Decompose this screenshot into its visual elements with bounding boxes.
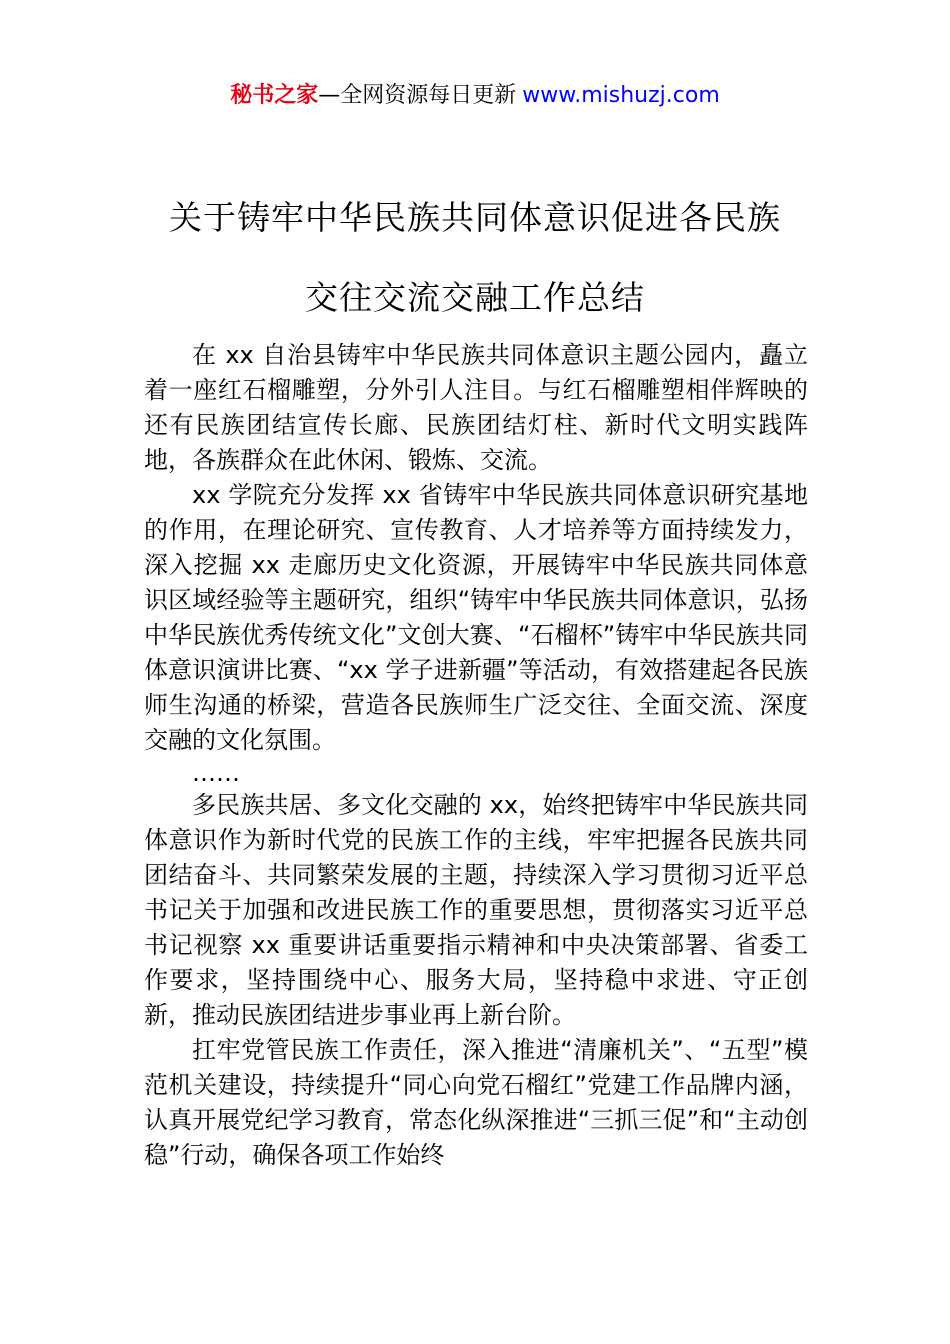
paragraph-1: 在 xx 自治县铸牢中华民族共同体意识主题公园内，矗立着一座红石榴雕塑，分外引人注目。与红石榴雕塑相伴辉映的还有民族团结宣传长廊、民族团结灯柱、新时代文明实践阵地，各族群众在此休闲、锻炼、交流。 [144,341,808,474]
document-title [120,178,830,338]
title-line-2: 交往交流交融工作总结 [305,278,645,317]
title-line-1: 关于铸牢中华民族共同体意识促进各民族 [169,198,781,237]
site-tagline: —全网资源每日更新 [318,83,517,108]
site-header [0,80,950,112]
paragraph-2: xx 学院充分发挥 xx 省铸牢中华民族共同体意识研究基地的作用，在理论研究、宣传教育、人才培养等方面持续发力，深入挖掘 xx 走廊历史文化资源，开展铸牢中华民族共同体意识区域经验等主题研究，组织“铸牢中华民族共同体意识，弘扬中华民族优秀传统文化”文创大赛、“石榴杯”铸牢中华民族共同体意识演讲比赛、“xx 学子进新疆”等活动，有效搭建起各民族师生沟通的桥梁，营造各民族师生广泛交往、全面交流、深度交融的文化氛围。 [144,481,808,754]
paragraph-4: 扛牢党管民族工作责任，深入推进“清廉机关”、“五型”模范机关建设，持续提升“同心向党石榴红”党建工作品牌内涵，认真开展党纪学习教育，常态化纵深推进“三抓三促”和“主动创稳”行动，确保各项工作始终 [144,1036,808,1169]
site-brand: 秘书之家 [230,83,319,108]
paragraph-3: 多民族共居、多文化交融的 xx，始终把铸牢中华民族共同体意识作为新时代党的民族工作的主线，牢牢把握各民族共同团结奋斗、共同繁荣发展的主题，持续深入学习贯彻习近平总书记关于加强和改进民族工作的重要思想，贯彻落实习近平总书记视察 xx 重要讲话重要指示精神和中央决策部署、省委工作要求，坚持围绕中心、服务大局，坚持稳中求进、守正创新，推动民族团结进步事业再上新台阶。 [144,791,808,1029]
document-body [144,338,808,1173]
site-url-link[interactable]: www.mishuzj.com [522,83,720,108]
omission-ellipsis: …… [192,759,240,787]
